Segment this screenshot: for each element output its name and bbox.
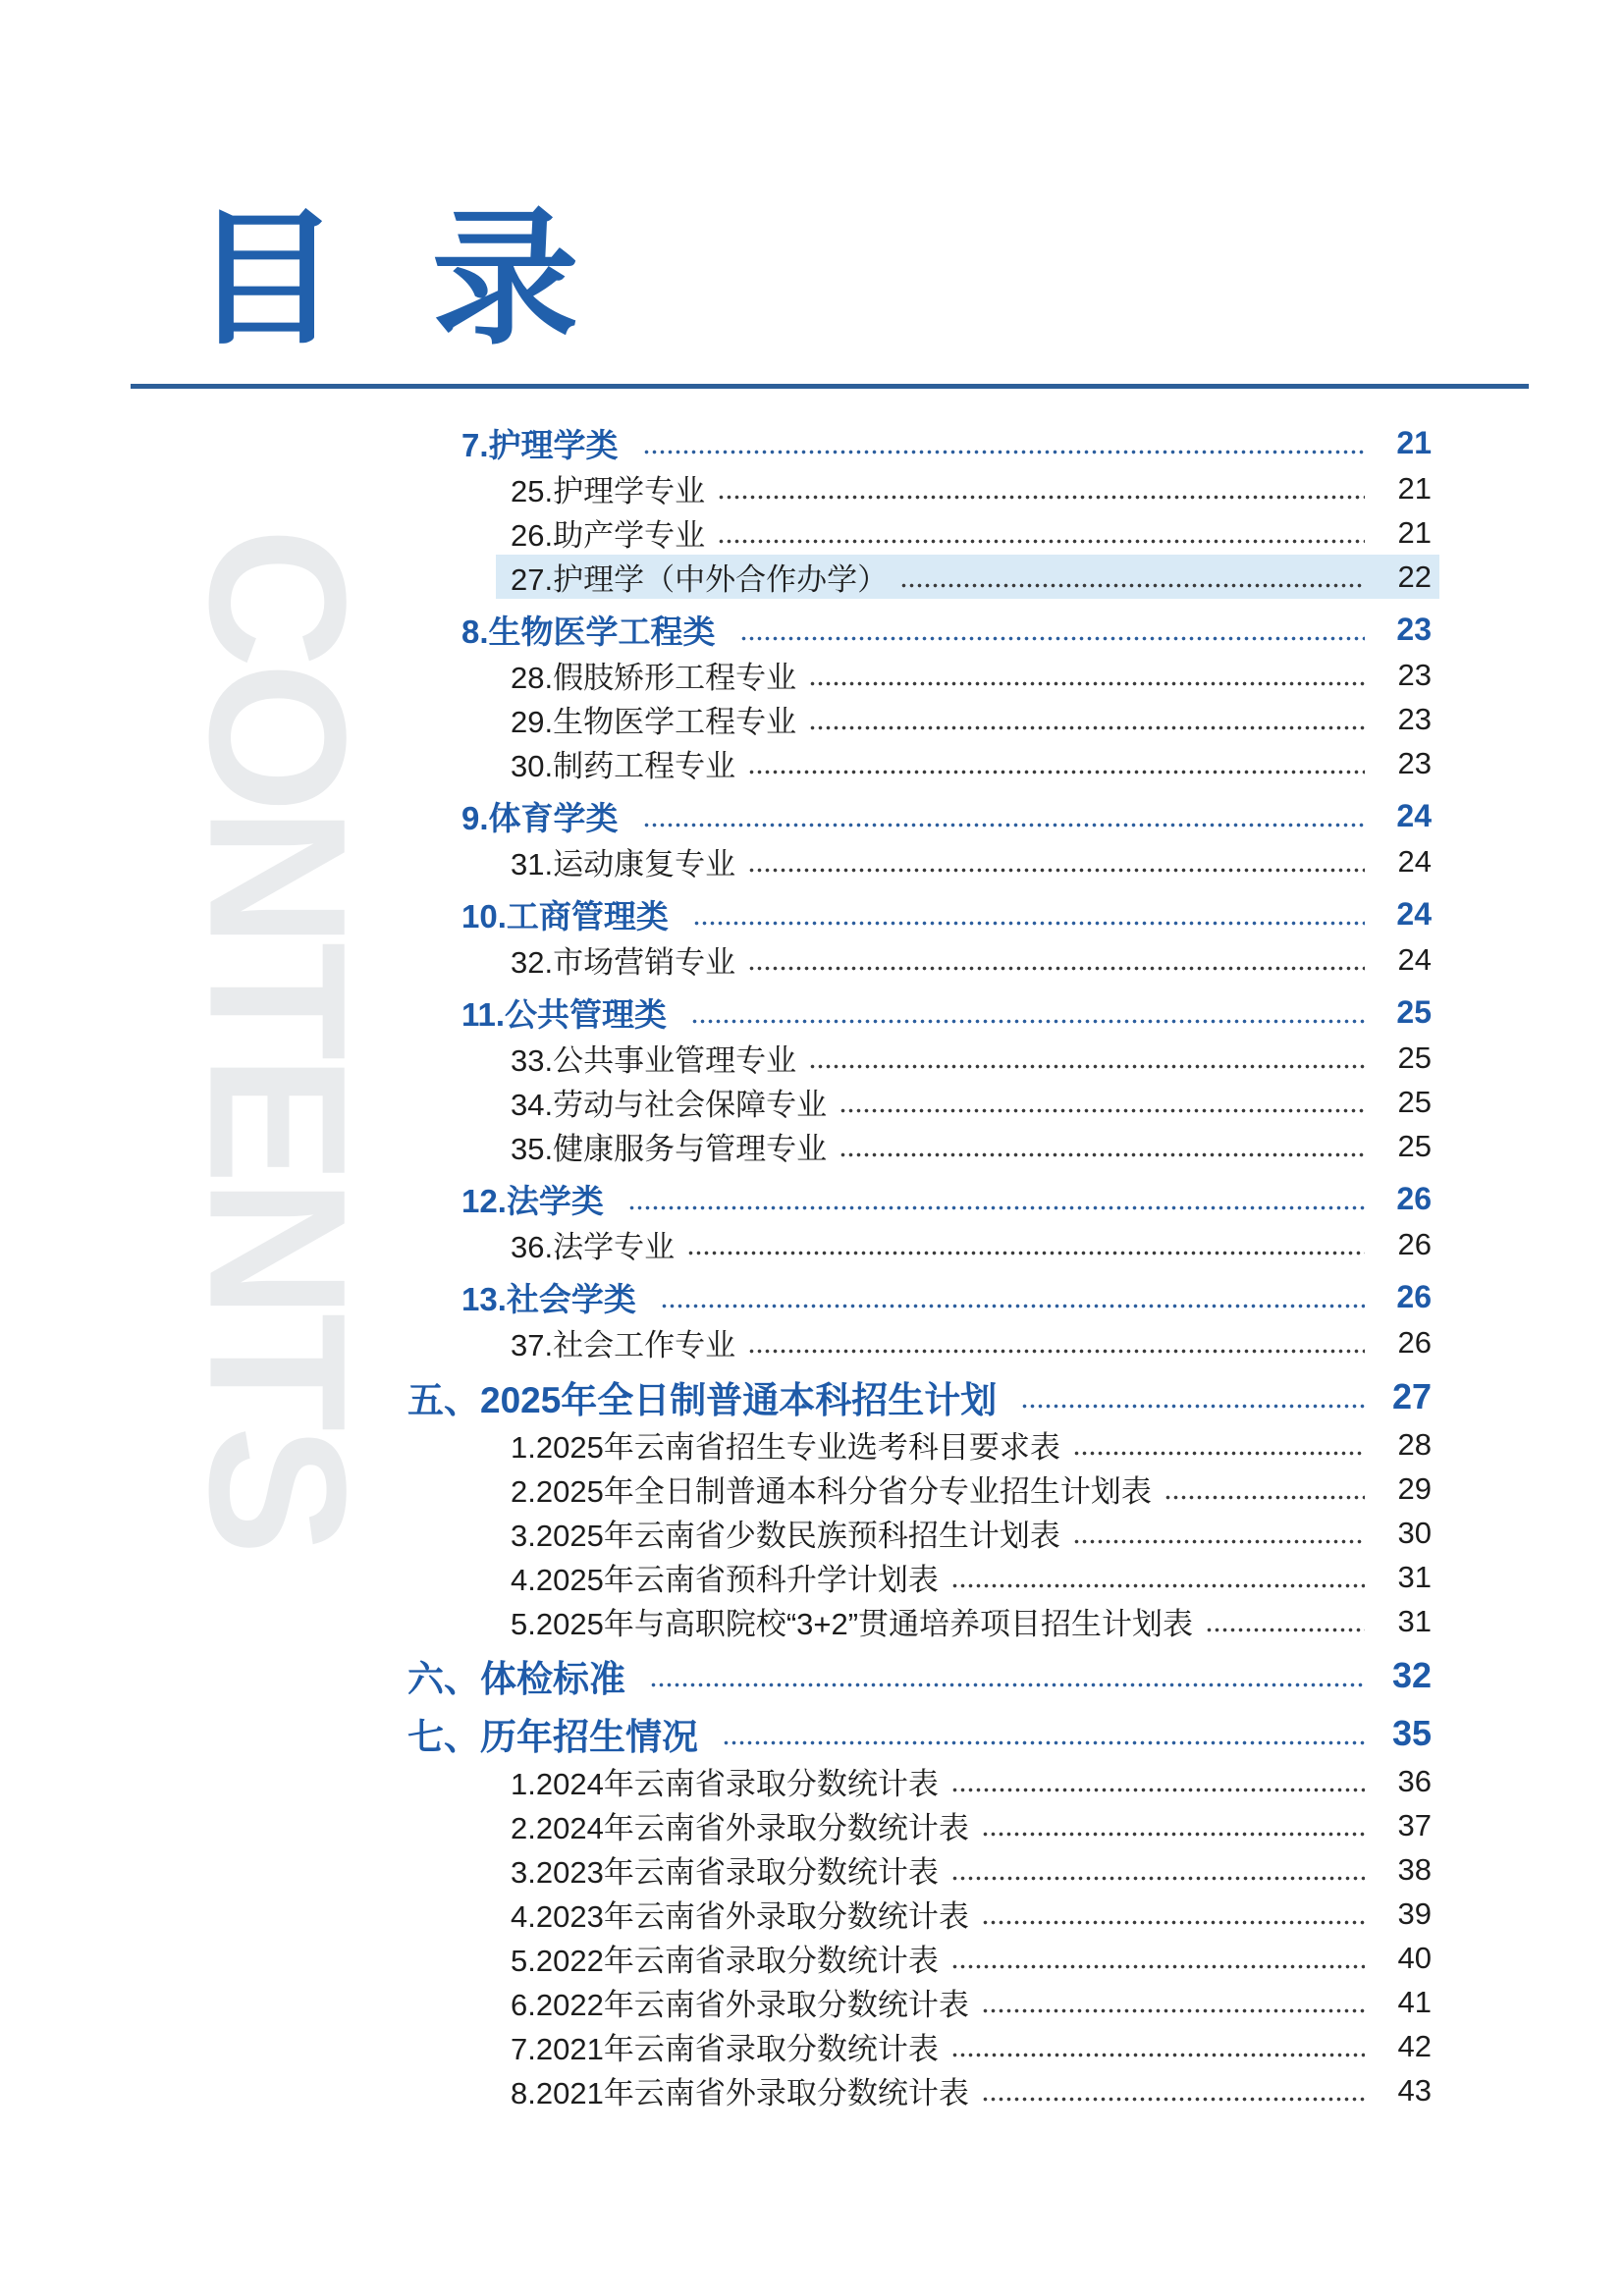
page-number: 29	[1397, 1470, 1432, 1506]
page-number: 24	[1396, 895, 1432, 932]
toc-entry[interactable]	[407, 2024, 1432, 2068]
toc-entry-label: 12.法学类	[461, 1182, 604, 1219]
page-number: 26	[1397, 1226, 1432, 1261]
page-number: 26	[1397, 1324, 1432, 1360]
toc-entry[interactable]	[407, 1936, 1432, 1980]
dot-leader	[629, 1205, 1365, 1210]
page-number: 26	[1396, 1278, 1432, 1314]
dot-leader	[749, 966, 1365, 971]
toc-entry-label: 28.假肢矫形工程专业	[511, 661, 797, 695]
toc-entry-label: 2.2025年全日制普通本科分省分专业招生计划表	[511, 1474, 1152, 1509]
toc-entry-label: 6.2022年云南省外录取分数统计表	[511, 1988, 969, 2022]
toc-entry[interactable]	[407, 1847, 1432, 1892]
page-number: 31	[1397, 1603, 1432, 1638]
toc-entry-label: 3.2023年云南省录取分数统计表	[511, 1855, 939, 1890]
toc-entry-label: 29.生物医学工程专业	[511, 705, 797, 739]
toc-entry[interactable]	[407, 937, 1432, 982]
page-number: 23	[1396, 611, 1432, 647]
toc-entry[interactable]	[407, 1980, 1432, 2024]
toc-entry[interactable]	[407, 1222, 1432, 1266]
dot-leader	[724, 1740, 1365, 1745]
page-number: 39	[1397, 1896, 1432, 1931]
toc-entry-label: 8.生物医学工程类	[461, 613, 716, 650]
dot-leader	[840, 1108, 1365, 1113]
page-number: 24	[1397, 843, 1432, 879]
dot-leader	[719, 539, 1365, 544]
toc-entry[interactable]	[496, 555, 1439, 599]
toc-entry-label: 10.工商管理类	[461, 897, 669, 934]
toc-entry[interactable]	[407, 1892, 1432, 1936]
toc-entry-label: 32.市场营销专业	[511, 945, 736, 980]
dot-leader	[952, 1583, 1365, 1588]
dot-leader	[1165, 1495, 1365, 1500]
dot-leader	[952, 2053, 1365, 2057]
page-number: 23	[1397, 701, 1432, 736]
toc-entry-label: 1.2025年云南省招生专业选考科目要求表	[511, 1430, 1060, 1465]
dot-leader	[1074, 1451, 1365, 1456]
toc-entry[interactable]	[407, 1080, 1432, 1124]
dot-leader	[952, 1788, 1365, 1792]
toc-entry-label: 7.2021年云南省录取分数统计表	[511, 2032, 939, 2066]
toc-entry-label: 37.社会工作专业	[511, 1328, 736, 1362]
dot-leader	[644, 823, 1365, 828]
toc-entry-label: 5.2025年与高职院校“3+2”贯通培养项目招生计划表	[511, 1607, 1194, 1641]
dot-leader	[810, 1064, 1365, 1069]
page-number: 25	[1396, 993, 1432, 1030]
dot-leader	[749, 770, 1365, 774]
dot-leader	[1207, 1628, 1365, 1632]
toc-entry[interactable]	[407, 653, 1432, 697]
page-number: 42	[1397, 2028, 1432, 2063]
dot-leader	[694, 921, 1365, 926]
toc-entry[interactable]	[407, 1320, 1432, 1364]
toc-entry-label: 33.公共事业管理专业	[511, 1043, 797, 1078]
toc-entry[interactable]	[407, 466, 1432, 510]
toc-entry-label: 8.2021年云南省外录取分数统计表	[511, 2076, 969, 2110]
dot-leader	[810, 725, 1365, 730]
toc-entry[interactable]	[407, 697, 1432, 741]
toc-entry[interactable]	[407, 792, 1432, 839]
page-number: 32	[1391, 1655, 1432, 1695]
dot-leader	[749, 868, 1365, 873]
page-number: 25	[1397, 1128, 1432, 1163]
toc-entry-label: 13.社会学类	[461, 1280, 636, 1317]
dot-leader	[749, 1349, 1365, 1354]
toc-entry-label: 26.助产学专业	[511, 518, 706, 553]
toc-entry[interactable]	[407, 1273, 1432, 1320]
page-number: 21	[1396, 424, 1432, 460]
page-number: 24	[1397, 941, 1432, 977]
toc-entry-label: 35.健康服务与管理专业	[511, 1132, 828, 1166]
dot-leader	[952, 1876, 1365, 1881]
dot-leader	[840, 1152, 1365, 1157]
toc-entry[interactable]	[407, 1175, 1432, 1222]
toc-entry-label: 34.劳动与社会保障专业	[511, 1088, 828, 1122]
toc-entry-label: 七、历年招生情况	[407, 1717, 698, 1757]
toc-entry[interactable]	[407, 1599, 1432, 1643]
toc-entry[interactable]	[407, 1708, 1432, 1759]
toc-entry[interactable]	[407, 1371, 1432, 1422]
toc-entry[interactable]	[407, 1036, 1432, 1080]
toc-entry-label: 9.体育学类	[461, 799, 619, 836]
dot-leader	[983, 2008, 1365, 2013]
page-number: 21	[1397, 470, 1432, 506]
dot-leader	[983, 1832, 1365, 1837]
page-number: 25	[1397, 1040, 1432, 1075]
toc-list	[407, 412, 1432, 2112]
page-title: 目 录	[192, 196, 605, 361]
page-number: 31	[1397, 1559, 1432, 1594]
toc-entry[interactable]	[407, 1124, 1432, 1168]
dot-leader	[810, 681, 1365, 686]
toc-entry-label: 4.2025年云南省预科升学计划表	[511, 1563, 939, 1597]
toc-entry-label: 30.制药工程专业	[511, 749, 736, 783]
title-divider	[131, 384, 1529, 389]
toc-entry[interactable]	[407, 890, 1432, 937]
toc-entry[interactable]	[407, 419, 1432, 466]
toc-entry[interactable]	[407, 510, 1432, 555]
toc-entry-label: 27.护理学（中外合作办学）	[511, 562, 889, 597]
page-number: 27	[1391, 1376, 1432, 1416]
toc-entry-label: 36.法学专业	[511, 1230, 676, 1264]
toc-entry[interactable]	[407, 2068, 1432, 2112]
toc-entry-label: 4.2023年云南省外录取分数统计表	[511, 1899, 969, 1934]
page-number: 38	[1397, 1851, 1432, 1887]
page-number: 26	[1396, 1180, 1432, 1216]
page-number: 40	[1397, 1940, 1432, 1975]
page-number: 24	[1396, 797, 1432, 833]
toc-entry-label: 1.2024年云南省录取分数统计表	[511, 1767, 939, 1801]
page-number: 25	[1397, 1084, 1432, 1119]
dot-leader	[651, 1682, 1365, 1687]
toc-entry[interactable]	[407, 1422, 1432, 1467]
page-number: 23	[1397, 745, 1432, 780]
toc-entry-label: 2.2024年云南省外录取分数统计表	[511, 1811, 969, 1845]
toc-entry-label: 六、体检标准	[407, 1659, 625, 1699]
toc-entry[interactable]	[407, 606, 1432, 653]
dot-leader	[901, 583, 1365, 588]
contents-watermark: CONTENTS	[169, 527, 387, 1550]
toc-entry[interactable]	[407, 1511, 1432, 1555]
dot-leader	[983, 1920, 1365, 1925]
toc-entry[interactable]	[407, 839, 1432, 883]
page-number: 22	[1397, 559, 1432, 594]
dot-leader	[692, 1019, 1365, 1024]
page-number: 36	[1397, 1763, 1432, 1798]
toc-entry[interactable]	[407, 1803, 1432, 1847]
page-number: 43	[1397, 2072, 1432, 2108]
toc-entry[interactable]	[407, 1650, 1432, 1701]
page-number: 35	[1391, 1713, 1432, 1753]
page-number: 23	[1397, 657, 1432, 692]
toc-entry[interactable]	[407, 1555, 1432, 1599]
dot-leader	[688, 1251, 1365, 1255]
toc-entry[interactable]	[407, 1759, 1432, 1803]
dot-leader	[1074, 1539, 1365, 1544]
page-number: 37	[1397, 1807, 1432, 1842]
toc-entry[interactable]	[407, 741, 1432, 785]
page-number: 21	[1397, 514, 1432, 550]
toc-entry-label: 11.公共管理类	[461, 995, 668, 1033]
toc-entry-label: 25.护理学专业	[511, 474, 706, 508]
toc-entry[interactable]	[407, 1467, 1432, 1511]
toc-entry-label: 31.运动康复专业	[511, 847, 736, 881]
dot-leader	[644, 450, 1365, 454]
page-number: 41	[1397, 1984, 1432, 2019]
dot-leader	[662, 1304, 1365, 1308]
toc-entry-label: 7.护理学类	[461, 426, 619, 463]
toc-entry-label: 5.2022年云南省录取分数统计表	[511, 1944, 939, 1978]
dot-leader	[952, 1964, 1365, 1969]
dot-leader	[983, 2097, 1365, 2102]
dot-leader	[1022, 1404, 1365, 1409]
toc-entry-label: 3.2025年云南省少数民族预科招生计划表	[511, 1519, 1060, 1553]
dot-leader	[719, 495, 1365, 500]
page-number: 28	[1397, 1426, 1432, 1462]
toc-entry[interactable]	[407, 988, 1432, 1036]
dot-leader	[741, 636, 1365, 641]
page-number: 30	[1397, 1515, 1432, 1550]
toc-entry-label: 五、2025年全日制普通本科招生计划	[407, 1380, 998, 1420]
